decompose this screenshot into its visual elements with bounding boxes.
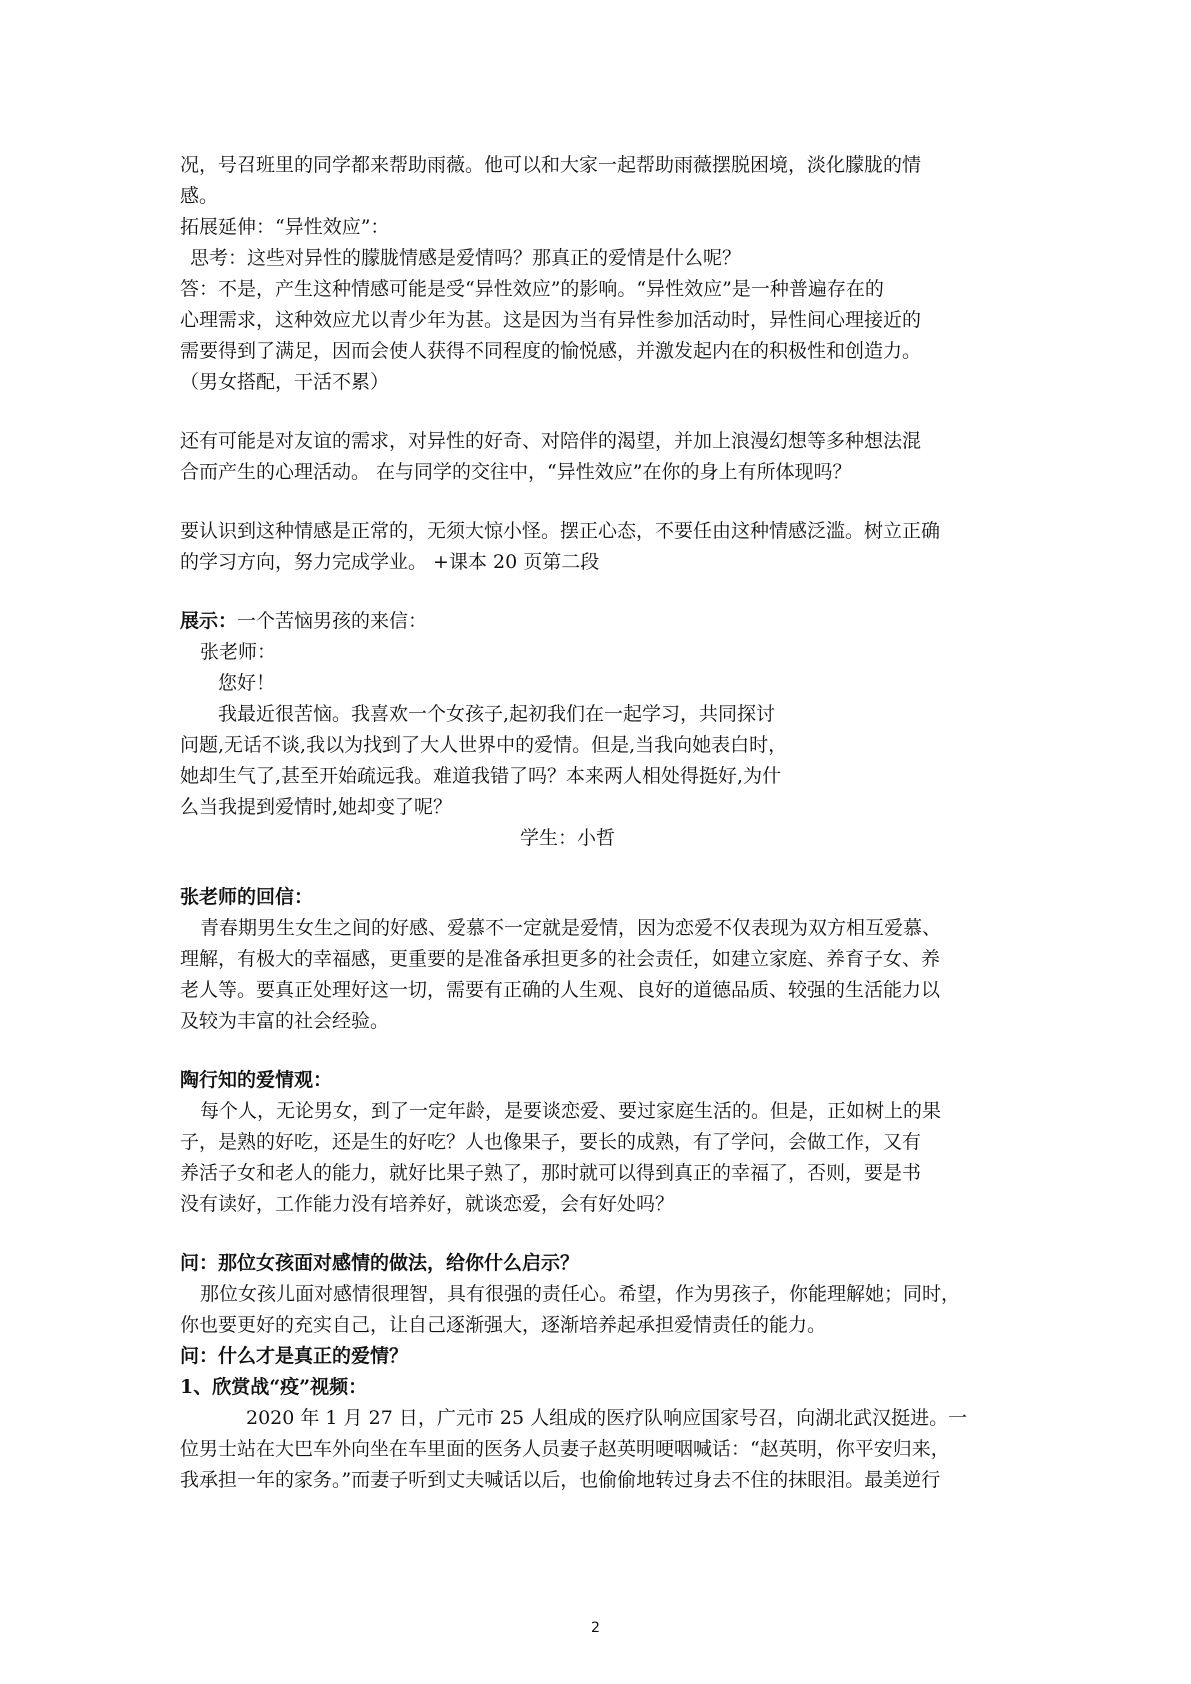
paragraph-gap [180, 488, 1020, 516]
text-line: 的学习方向，努力完成学业。 +课本 20 页第二段 [180, 551, 600, 573]
text-line: 没有读好，工作能力没有培养好，就谈恋爱，会有好处吗？ [180, 1193, 675, 1215]
text-line: 需要得到了满足，因而会使人获得不同程度的愉悦感，并激发起内在的积极性和创造力。 [180, 340, 922, 362]
text-line: （男女搭配，干活不累） [180, 371, 390, 393]
letter-salutation: 张老师： [200, 641, 277, 663]
text-line: 我最近很苦恼。我喜欢一个女孩子,起初我们在一起学习，共同探讨 [218, 703, 776, 725]
extension-answer [180, 274, 1020, 398]
question-heading: 问：什么才是真正的爱情？ [180, 1345, 409, 1367]
letter-greeting: 您好！ [218, 672, 276, 694]
text-line: 问题,无话不谈,我以为找到了大人世界中的爱情。但是,当我向她表白时， [180, 734, 788, 756]
extension-heading: 拓展延伸：“异性效应”： [180, 216, 390, 238]
tao-section [180, 1065, 1020, 1220]
document-page [180, 150, 1020, 1496]
text-line: 你也要更好的充实自己，让自己逐渐强大，逐渐培养起承担爱情责任的能力。 [180, 1314, 827, 1336]
text-line: 答：不是，产生这种情感可能是受“异性效应”的影响。“异性效应”是一种普遍存在的 [180, 278, 884, 300]
text-line: 及较为丰富的社会经验。 [180, 1010, 390, 1032]
friendship-paragraph [180, 426, 1020, 488]
letter-signature: 学生：小哲 [520, 827, 616, 849]
text-line: 她却生气了,甚至开始疏远我。难道我错了吗？本来两人相处得挺好,为什 [180, 765, 782, 787]
text-line: 2020 年 1 月 27 日，广元市 25 人组成的医疗队响应国家号召，向湖北武汉挺进。一 [246, 1407, 968, 1429]
qa-section [180, 1248, 1020, 1496]
intro-paragraph [180, 150, 1020, 212]
text-line: 养活子女和老人的能力，就好比果子熟了，那时就可以得到真正的幸福了，否则，要是书 [180, 1162, 922, 1184]
letter-section [180, 606, 1020, 854]
text-line: 我承担一年的家务。”而妻子听到丈夫喊话以后，也偷偷地转过身去不住的抹眼泪。最美逆行 [180, 1469, 941, 1491]
text-line: 每个人，无论男女，到了一定年龄，是要谈恋爱、要过家庭生活的。但是，正如树上的果 [200, 1100, 942, 1122]
text-line: 感。 [180, 185, 219, 207]
text-line: 理解，有极大的幸福感，更重要的是准备承担更多的社会责任，如建立家庭、养育子女、养 [180, 948, 941, 970]
reply-heading: 张老师的回信： [180, 886, 314, 908]
paragraph-gap [180, 578, 1020, 606]
letter-heading-text: 一个苦恼男孩的来信： [237, 610, 428, 632]
text-line: 心理需求，这种效应尤以青少年为甚。这是因为当有异性参加活动时，异性间心理接近的 [180, 309, 922, 331]
paragraph-gap [180, 1220, 1020, 1248]
letter-heading-label: 展示： [180, 610, 238, 632]
text-line: 位男士站在大巴车外向坐在车里面的医务人员妻子赵英明哽咽喊话：“赵英明，你平安归来， [180, 1438, 950, 1460]
text-line: 要认识到这种情感是正常的，无须大惊小怪。摆正心态，不要任由这种情感泛滥。树立正确 [180, 520, 941, 542]
text-line: 青春期男生女生之间的好感、爱慕不一定就是爱情，因为恋爱不仅表现为双方相互爱慕、 [200, 917, 942, 939]
text-line: 那位女孩儿面对感情很理智，具有很强的责任心。希望，作为男孩子，你能理解她；同时， [200, 1283, 961, 1305]
text-line: 还有可能是对友谊的需求，对异性的好奇、对陪伴的渴望，并加上浪漫幻想等多种想法混 [180, 430, 922, 452]
list-item-heading: 1、欣赏战“疫”视频： [180, 1376, 368, 1398]
normal-paragraph [180, 516, 1020, 578]
paragraph-gap [180, 1037, 1020, 1065]
paragraph-gap [180, 398, 1020, 426]
text-line: 么当我提到爱情时,她却变了呢？ [180, 796, 453, 818]
text-line: 子，是熟的好吃，还是生的好吃？人也像果子，要长的成熟，有了学问，会做工作，又有 [180, 1131, 922, 1153]
page-number: 2 [591, 1620, 600, 1636]
paragraph-gap [180, 854, 1020, 882]
tao-heading: 陶行知的爱情观： [180, 1069, 333, 1091]
text-line: 况，号召班里的同学都来帮助雨薇。他可以和大家一起帮助雨薇摆脱困境，淡化朦胧的情 [180, 154, 922, 176]
question-heading: 问：那位女孩面对感情的做法，给你什么启示？ [180, 1252, 580, 1274]
letter-heading [180, 606, 1020, 637]
text-line: 老人等。要真正处理好这一切，需要有正确的人生观、良好的道德品质、较强的生活能力以 [180, 979, 941, 1001]
reply-section [180, 882, 1020, 1037]
text-line: 合而产生的心理活动。 在与同学的交往中，“异性效应”在你的身上有所体现吗？ [180, 461, 852, 483]
extension-question: 思考：这些对异性的朦胧情感是爱情吗？那真正的爱情是什么呢？ [190, 247, 742, 269]
